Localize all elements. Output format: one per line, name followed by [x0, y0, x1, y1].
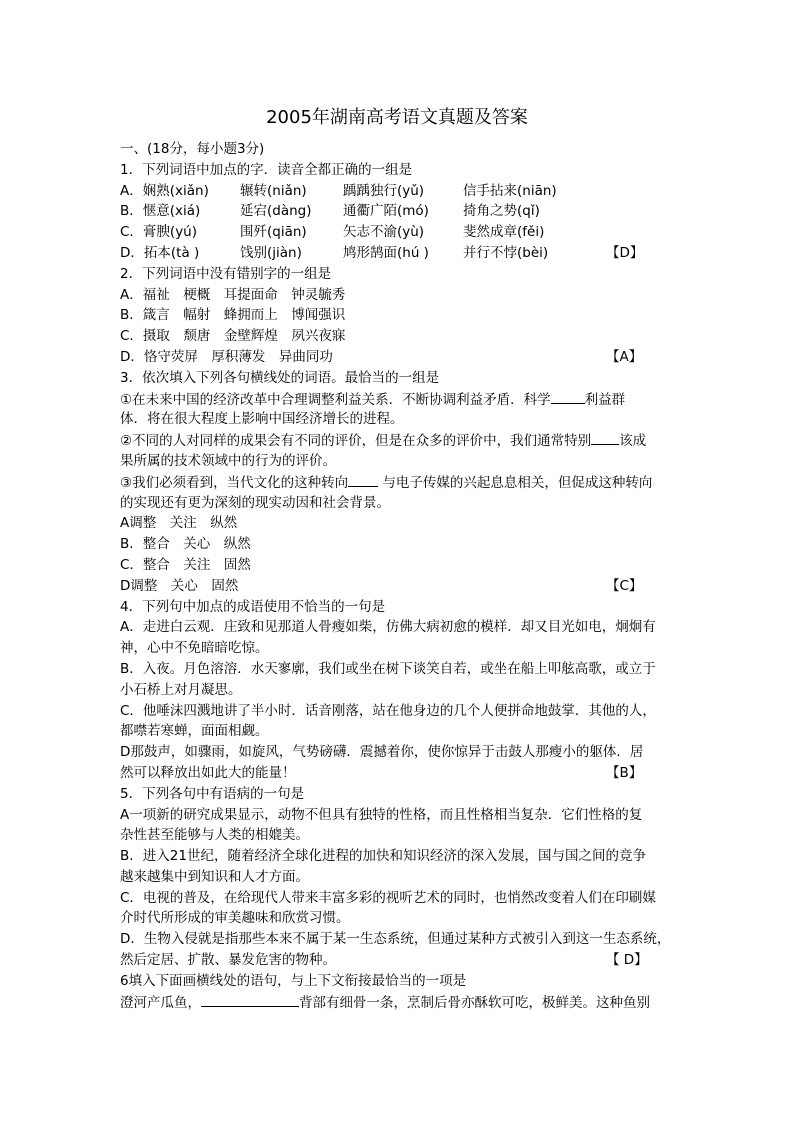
- fill-blank: [551, 389, 585, 404]
- text-line: [120, 742, 700, 763]
- line-text: 的实现还有更为深刻的现实动因和社会背景。: [120, 494, 390, 511]
- text-line: [120, 555, 700, 576]
- line-text-after-blank: 该成: [619, 433, 647, 450]
- text-line: [120, 305, 700, 326]
- line-text: 1．下列词语中加点的字．读音全都正确的一组是: [120, 161, 413, 178]
- text-line: [120, 971, 700, 992]
- text-line: [120, 326, 700, 347]
- text-line: [120, 451, 700, 472]
- line-text: ①在未来中国的经济改革中合理调整利益关系．不断协调利益矛盾．科学: [120, 391, 551, 408]
- line-text: C．整合 关注 固然: [120, 556, 251, 573]
- line-text-after-blank: 与电子传媒的兴起息息相关，但促成这种转向: [378, 474, 653, 491]
- option-item: C．膏腴(yú): [120, 224, 198, 241]
- line-text: B．入夜。月色溶溶．水天寥廓，我们或坐在树下谈笑自若，或坐在船上叩舷高歌，或立于: [120, 660, 656, 677]
- option-item: D．拓本(tà ): [120, 244, 200, 261]
- fill-blank: [201, 992, 299, 1007]
- line-text: 3．依次填入下列各句横线处的词语。最恰当的一组是: [120, 369, 440, 386]
- text-line: [120, 576, 700, 597]
- line-text: D．恪守荧屏 厚积薄发 异曲同功: [120, 348, 333, 365]
- line-text: 然可以释放出如此大的能量！: [120, 764, 296, 781]
- text-line: [120, 493, 700, 514]
- line-text: 杂性甚至能够与人类的相媲美。: [120, 827, 309, 844]
- line-text: 2．下列词语中没有错别字的一组是: [120, 265, 332, 282]
- text-line: [120, 701, 700, 722]
- text-line: [120, 430, 700, 451]
- line-text: C．他唾沫四溅地讲了半小时．话音刚落，站在他身边的几个人便拼命地鼓掌．其他的人，: [120, 702, 656, 719]
- text-line: [120, 534, 700, 555]
- text-line: [120, 139, 700, 160]
- text-line: [120, 888, 700, 909]
- text-line: [120, 513, 700, 534]
- text-line: [120, 389, 700, 410]
- line-text: 澄河产瓜鱼，: [120, 994, 201, 1011]
- line-text: 4．下列句中加点的成语使用不恰当的一句是: [120, 598, 386, 615]
- text-line: [120, 721, 700, 742]
- line-text: C．摄取 颓唐 金壁辉煌 夙兴夜寐: [120, 328, 346, 345]
- option-item: 围歼(qiān): [240, 224, 307, 241]
- option-item: 鸠形鹄面(hú ): [343, 244, 429, 261]
- option-item: 辗转(niǎn): [240, 182, 307, 199]
- text-line: [120, 472, 700, 493]
- line-text: ③我们必须看到，当代文化的这种转向: [120, 474, 349, 491]
- option-item: 并行不悖(bèi): [463, 244, 549, 261]
- option-item: 饯别(jiàn): [240, 244, 302, 261]
- text-line: [120, 908, 700, 929]
- answer-key: 【A】: [606, 348, 643, 365]
- line-text: 5．下列各句中有语病的一句是: [120, 785, 305, 802]
- text-line: [120, 243, 700, 264]
- text-line: [120, 638, 700, 659]
- fill-blank: [348, 472, 378, 487]
- fill-blank: [591, 430, 619, 445]
- answer-key: 【B】: [606, 764, 643, 781]
- option-item: 延宕(dàng): [240, 203, 312, 220]
- answer-key: 【D】: [606, 244, 644, 261]
- text-line: [120, 181, 700, 202]
- text-line: [120, 617, 700, 638]
- line-text: 都噤若寒蝉，面面相觑。: [120, 723, 269, 740]
- line-text: D调整 关心 固然: [120, 577, 239, 594]
- text-line: [120, 201, 700, 222]
- line-text: 体．将在很大程度上影响中国经济增长的进程。: [120, 411, 404, 428]
- option-item: B．惬意(xiá): [120, 203, 201, 220]
- option-item: 踽踽独行(yǔ): [343, 182, 425, 199]
- text-line: [120, 368, 700, 389]
- line-text: 小石桥上对月凝思。: [120, 681, 242, 698]
- text-line: [120, 222, 700, 243]
- text-line: [120, 950, 700, 971]
- answer-key: 【C】: [606, 577, 643, 594]
- line-text: A调整 关注 纵然: [120, 515, 238, 532]
- option-item: 斐然成章(fěi): [463, 224, 545, 241]
- text-line: [120, 867, 700, 888]
- text-line: [120, 825, 700, 846]
- option-item: 矢志不渝(yù): [343, 224, 425, 241]
- text-line: [120, 992, 700, 1013]
- line-text: A．走进白云观．庄致和见那道人骨瘦如柴，仿佛大病初愈的模样．却又目光如电，炯炯有: [120, 619, 656, 636]
- line-text: A．福祉 梗概 耳提面命 钟灵毓秀: [120, 286, 346, 303]
- option-item: 通衢广陌(mó): [343, 203, 429, 220]
- text-line: [120, 929, 700, 950]
- document-title: 2005年湖南高考语文真题及答案: [266, 107, 528, 128]
- line-text: 介时代所形成的审美趣味和欣赏习惯。: [120, 910, 350, 927]
- text-line: [120, 597, 700, 618]
- text-line: [120, 763, 700, 784]
- line-text: 越来越集中到知识和人才方面。: [120, 868, 309, 885]
- text-line: [120, 846, 700, 867]
- text-line: [120, 285, 700, 306]
- line-text: D．生物入侵就是指那些本来不属于某一生态系统，但通过某种方式被引入到这一生态系统，: [120, 931, 671, 948]
- option-item: 掎角之势(qǐ): [463, 203, 540, 220]
- text-line: [120, 264, 700, 285]
- text-line: [120, 680, 700, 701]
- line-text: 一、(18分，每小题3分): [120, 141, 265, 157]
- text-line: [120, 347, 700, 368]
- text-line: [120, 784, 700, 805]
- line-text: 神，心中不免暗暗吃惊。: [120, 640, 269, 657]
- line-text: 果所属的技术领域中的行为的评价。: [120, 452, 336, 469]
- line-text: 6填入下面画横线处的语句，与上下文衔接最恰当的一项是: [120, 972, 467, 989]
- line-text: B．箴言 幅射 蜂拥而上 博闻强识: [120, 307, 346, 324]
- line-text-after-blank: 背部有细骨一条，烹制后骨亦酥软可吃，极鲜美。这种鱼别: [299, 994, 650, 1011]
- line-text: D那鼓声，如骤雨，如旋风，气势磅礴．震撼着你，使你惊异于击鼓人那瘦小的躯体．居: [120, 744, 644, 761]
- text-line: [120, 659, 700, 680]
- line-text: A一项新的研究成果显示，动物不但具有独特的性格，而且性格相当复杂．它们性格的复: [120, 806, 643, 823]
- text-line: [120, 409, 700, 430]
- option-item: 信手拈来(niān): [463, 182, 557, 199]
- text-line: [120, 160, 700, 181]
- option-item: A．娴熟(xiǎn): [120, 182, 209, 199]
- line-text: 然后定居、扩散、暴发危害的物种。: [120, 952, 336, 969]
- answer-key: 【 D】: [606, 952, 648, 969]
- text-line: [120, 805, 700, 826]
- document-body: [120, 139, 700, 1012]
- line-text: B．整合 关心 纵然: [120, 536, 251, 553]
- line-text: ②不同的人对同样的成果会有不同的评价，但是在众多的评价中，我们通常特别: [120, 433, 592, 450]
- line-text: B．进入21世纪，随着经济全球化进程的加快和知识经济的深入发展，国与国之间的竞争: [120, 848, 646, 865]
- line-text-after-blank: 利益群: [584, 391, 626, 408]
- line-text: C．电视的普及，在给现代人带来丰富多彩的视听艺术的同时，也悄然改变着人们在印刷媒: [120, 889, 656, 906]
